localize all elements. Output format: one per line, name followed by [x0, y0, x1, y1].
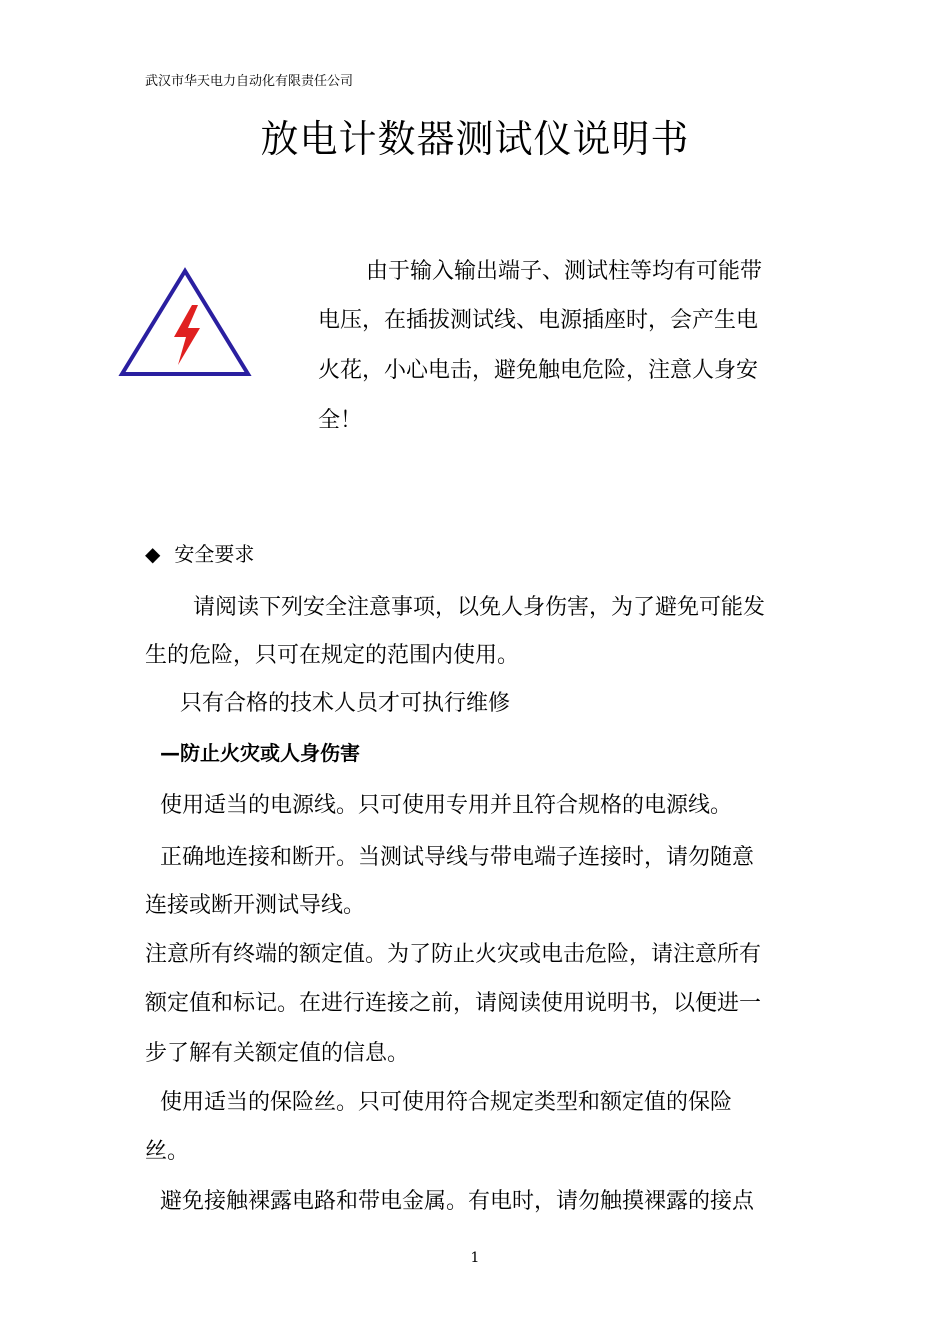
- connect-rule-line-2: 连接或断开测试导线。: [145, 893, 366, 918]
- fuse-rule-line-2: 丝。: [145, 1139, 190, 1164]
- fuse-rule-line-1: 使用适当的保险丝。只可使用符合规定类型和额定值的保险: [160, 1090, 733, 1115]
- intro-line-1: 请阅读下列安全注意事项，以免人身伤害，为了避免可能发: [193, 595, 766, 620]
- section-heading: [145, 538, 254, 567]
- company-header: 武汉市华天电力自动化有限责任公司: [145, 74, 354, 89]
- subheading-fire-injury: —防止火灾或人身伤害: [160, 741, 360, 765]
- maintenance-note: 只有合格的技术人员才可执行维修: [180, 691, 511, 716]
- warning-text-line-3: 火花，小心电击，避免触电危险，注意人身安: [318, 358, 759, 383]
- page-number: 1: [470, 1250, 480, 1266]
- power-cord-rule: 使用适当的电源线。只可使用专用并且符合规格的电源线。: [160, 793, 733, 818]
- intro-line-2: 生的危险，只可在规定的范围内使用。: [145, 643, 520, 668]
- warning-text-line-2: 电压，在插拔测试线、电源插座时，会产生电: [318, 308, 759, 333]
- high-voltage-warning-icon: [118, 265, 252, 380]
- warning-text-line-4: 全！: [318, 408, 363, 433]
- ratings-rule-line-1: 注意所有终端的额定值。为了防止火灾或电击危险，请注意所有: [145, 942, 762, 967]
- section-title: 安全要求: [174, 542, 255, 566]
- warning-text-line-1: 由于输入输出端子、测试柱等均有可能带: [366, 259, 763, 284]
- document-title: 放电计数器测试仪说明书: [260, 117, 690, 161]
- diamond-bullet-icon: ◆: [145, 542, 161, 566]
- ratings-rule-line-2: 额定值和标记。在进行连接之前，请阅读使用说明书，以便进一: [145, 991, 762, 1016]
- ratings-rule-line-3: 步了解有关额定值的信息。: [145, 1041, 410, 1066]
- connect-rule-line-1: 正确地连接和断开。当测试导线与带电端子连接时，请勿随意: [160, 845, 755, 870]
- exposed-circuit-rule-line-1: 避免接触裸露电路和带电金属。有电时，请勿触摸裸露的接点: [160, 1189, 755, 1214]
